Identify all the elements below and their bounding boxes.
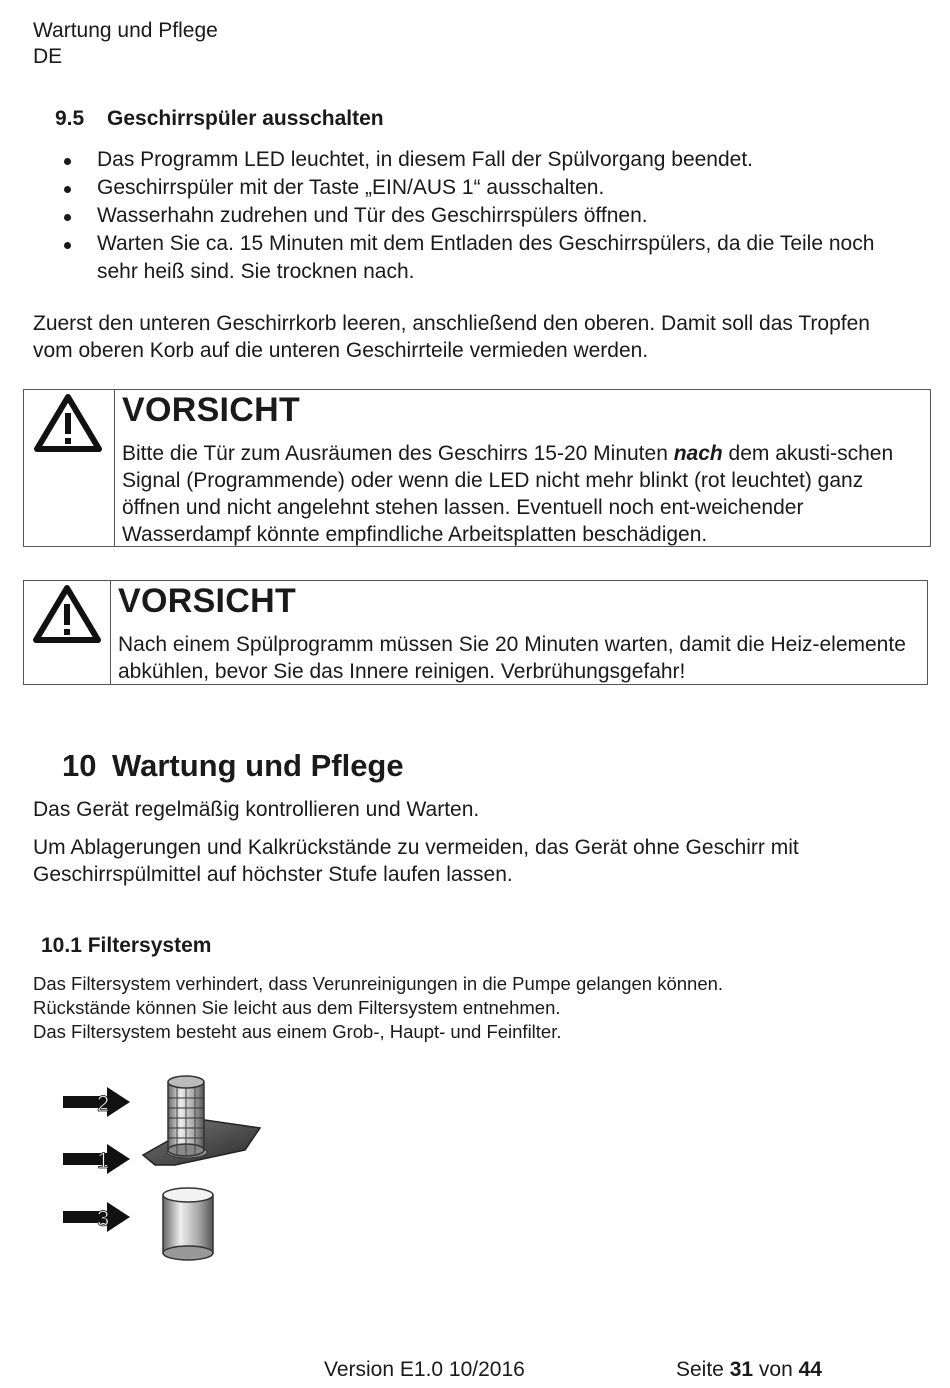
coarse-filter-icon xyxy=(168,1076,204,1156)
filter-system-figure xyxy=(55,1070,275,1265)
warning-icon-cell xyxy=(24,390,115,546)
section-10-1-heading: 10.1 Filtersystem xyxy=(41,934,212,957)
warning-box-1 xyxy=(23,389,931,547)
arrow-label: 3 xyxy=(97,1206,110,1231)
header-title: Wartung und Pflege xyxy=(33,19,218,42)
warning-triangle-icon xyxy=(33,584,101,644)
footer-page-number: Seite 31 von 44 xyxy=(676,1358,822,1381)
warning-icon-cell xyxy=(24,581,111,684)
warning-text: Bitte die Tür zum Ausräumen des Geschirrs 15-20 Minuten nach dem akusti-schen Signal (Programmende) oder wenn die LED nicht mehr blinkt (rot leuchtet) ganz öffnen und nicht angelehnt stehen lassen. Eventuell noch ent-weichender Wasserdampf könnte empfindliche Arbeitsplatten beschädigen. xyxy=(122,442,894,546)
section-title: Geschirrspüler ausschalten xyxy=(107,107,384,130)
warning-triangle-icon xyxy=(34,393,102,453)
arrow-label: 1 xyxy=(97,1148,110,1173)
header-language: DE xyxy=(33,45,63,68)
unload-paragraph: Zuerst den unteren Geschirrkorb leeren, anschließend den oberen. Damit soll das Tropfen vom oberen Korb auf die unteren Geschirrteile vermieden werden. xyxy=(33,312,870,362)
instruction-list xyxy=(60,146,920,286)
main-filter-icon xyxy=(163,1188,213,1260)
section-9-5-heading xyxy=(55,107,384,131)
text-line: Das Filtersystem verhindert, dass Verunreinigungen in die Pumpe gelangen können. xyxy=(33,973,724,994)
bullet-icon xyxy=(64,186,71,193)
list-item: Wasserhahn zudrehen und Tür des Geschirrspülers öffnen. xyxy=(60,202,920,230)
bullet-icon xyxy=(64,242,71,249)
text-line: Rückstände können Sie leicht aus dem Filtersystem entnehmen. xyxy=(33,997,561,1018)
filter-description xyxy=(33,972,913,1044)
list-item: Warten Sie ca. 15 Minuten mit dem Entladen des Geschirrspülers, da die Teile noch sehr heiß sind. Sie trocknen nach. xyxy=(60,230,920,286)
section-number: 10 xyxy=(62,748,97,783)
warning-title: VORSICHT xyxy=(118,582,297,620)
text-line: Das Filtersystem besteht aus einem Grob-, Haupt- und Feinfilter. xyxy=(33,1021,562,1042)
section-title: Wartung und Pflege xyxy=(112,748,404,783)
list-item: Geschirrspüler mit der Taste „EIN/AUS 1“ ausschalten. xyxy=(60,174,920,202)
maintenance-paragraph-2: Um Ablagerungen und Kalkrückstände zu vermeiden, das Gerät ohne Geschirr mit Geschirrspülmittel auf höchster Stufe laufen lassen. xyxy=(33,836,799,886)
emphasis-text: nach xyxy=(673,442,723,465)
footer-version: Version E1.0 10/2016 xyxy=(324,1358,525,1381)
maintenance-paragraph-1: Das Gerät regelmäßig kontrollieren und Warten. xyxy=(33,798,480,821)
arrow-label: 2 xyxy=(97,1091,110,1116)
list-item: Das Programm LED leuchtet, in diesem Fall der Spülvorgang beendet. xyxy=(60,146,920,174)
section-10-heading xyxy=(62,748,404,784)
warning-box-2 xyxy=(23,580,928,685)
bullet-icon xyxy=(64,158,71,165)
section-number: 9.5 xyxy=(55,107,85,130)
page-header xyxy=(33,18,218,70)
bullet-icon xyxy=(64,214,71,221)
warning-text: Nach einem Spülprogramm müssen Sie 20 Minuten warten, damit die Heiz-elemente abkühlen, bevor Sie das Innere reinigen. Verbrühungsgefahr! xyxy=(118,633,906,683)
warning-title: VORSICHT xyxy=(122,391,301,429)
